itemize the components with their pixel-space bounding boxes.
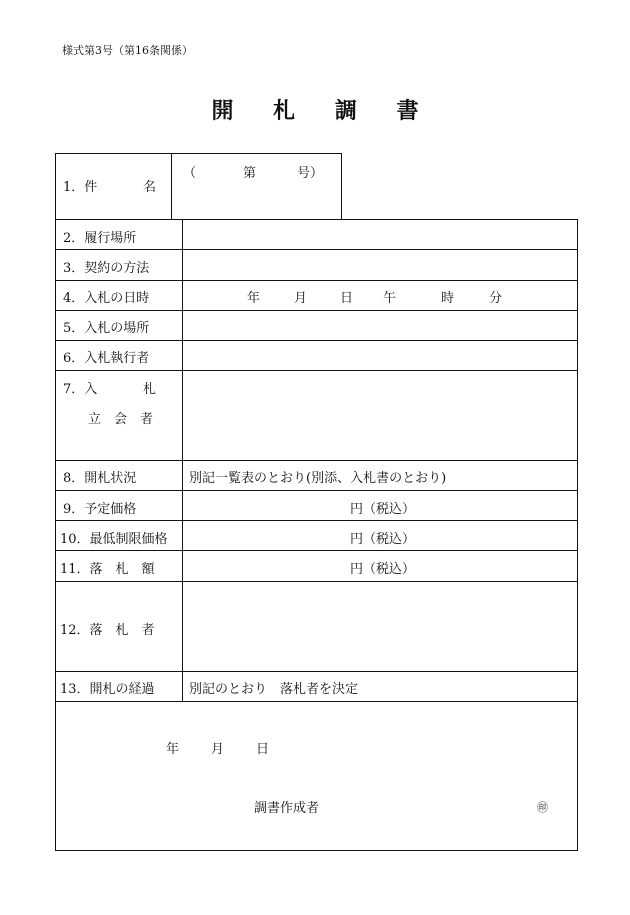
border-right-row1 [341, 153, 342, 220]
row-value-opening-progress: 別記のとおり 落札者を決定 [189, 682, 359, 697]
row-value-opening-status: 別記一覧表のとおり(別添、入札書のとおり) [189, 471, 447, 486]
datetime-day: 日 [340, 291, 354, 306]
title-char-2: 札 [273, 98, 296, 124]
border-bottom [55, 850, 578, 851]
row-line-11 [55, 581, 578, 582]
row-label-opening-status: 8．開札状況 [63, 471, 137, 486]
row-label-winner: 12．落 札 者 [60, 623, 155, 638]
border-right [577, 219, 578, 851]
title-char-1: 開 [211, 98, 234, 124]
row-label-estimated-price: 9．予定価格 [63, 502, 137, 517]
case-gou: 号） [297, 166, 324, 181]
case-dai: 第 [243, 166, 257, 181]
row-line-4 [55, 310, 578, 311]
row-line-10 [55, 550, 578, 551]
seal-mark: ㊞ [537, 801, 548, 814]
row-label-contract-method: 3．契約の方法 [63, 261, 150, 276]
row-label-min-price: 10．最低制限価格 [60, 532, 168, 547]
row-label-opening-progress: 13．開札の経過 [60, 682, 155, 697]
row-line-13 [55, 701, 578, 702]
title-char-3: 調 [334, 98, 357, 124]
row-label-winning-amount: 11．落 札 額 [60, 562, 155, 577]
row-line-9 [55, 520, 578, 521]
row-line-3 [55, 280, 578, 281]
form-reference: 様式第3号（第16条関係） [62, 44, 193, 57]
datetime-minute: 分 [489, 291, 503, 306]
footer-day: 日 [256, 742, 270, 757]
row-label-venue: 2．履行場所 [63, 231, 137, 246]
row-label-bid-datetime: 4．入札の日時 [63, 291, 150, 306]
row-value-winning-amount: 円（税込） [350, 562, 416, 577]
row-line-7 [55, 460, 578, 461]
datetime-year: 年 [247, 291, 261, 306]
witness-label-line2: 立 会 者 [88, 412, 154, 427]
page-title [0, 94, 630, 125]
row-value-min-price: 円（税込） [350, 532, 416, 547]
row-line-8 [55, 490, 578, 491]
datetime-ampm: 午 [383, 291, 397, 306]
case-paren-open: （ [183, 166, 197, 181]
preparer-label: 調書作成者 [254, 801, 320, 816]
divider-row1 [171, 153, 172, 219]
row-line-2 [55, 249, 578, 250]
row-line-6 [55, 370, 578, 371]
footer-year: 年 [166, 742, 180, 757]
row-line-5 [55, 340, 578, 341]
row-line-12 [55, 671, 578, 672]
datetime-month: 月 [294, 291, 308, 306]
footer-month: 月 [211, 742, 225, 757]
case-label-num: 1．件 [63, 180, 98, 195]
row-line-1 [55, 219, 578, 220]
datetime-hour: 時 [441, 291, 455, 306]
witness-label-line1-end: 札 [143, 382, 157, 397]
row-label-executor: 6．入札執行者 [63, 351, 150, 366]
title-char-4: 書 [396, 98, 419, 124]
row-label-bid-place: 5．入札の場所 [63, 321, 150, 336]
witness-label-line1-num: 7．入 [63, 382, 98, 397]
row-value-estimated-price: 円（税込） [350, 502, 416, 517]
case-label-end: 名 [143, 180, 157, 195]
border-top-row1 [55, 153, 342, 154]
border-left [55, 153, 56, 851]
